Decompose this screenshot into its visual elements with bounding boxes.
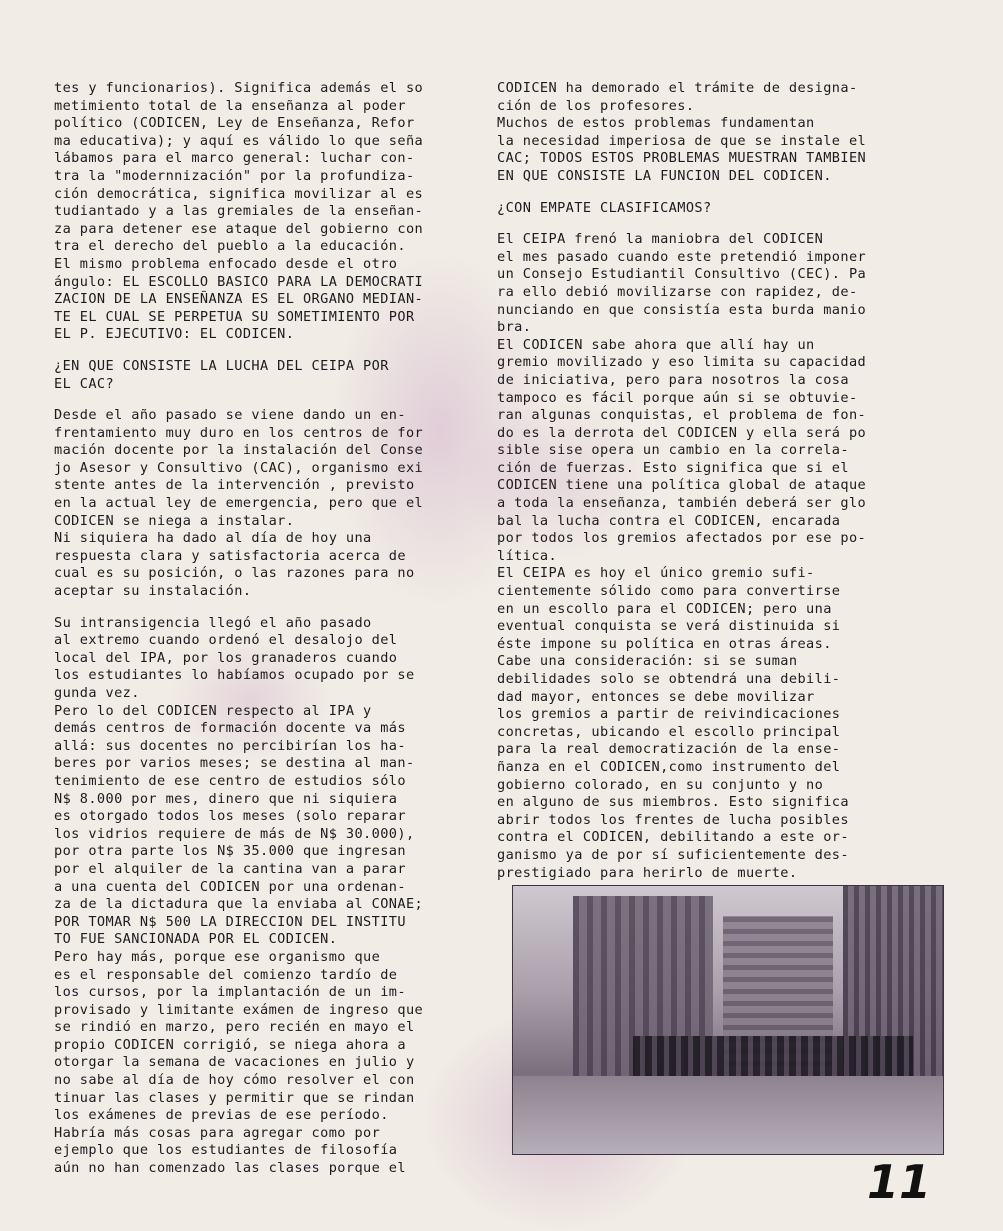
text-line: debilidades solo se obtendrá una debili-	[497, 671, 841, 687]
text-line: allá: sus docentes no percibirían los ha-	[54, 737, 406, 754]
text-line: en alguno de sus miembros. Esto significa	[497, 794, 849, 811]
text-line: local del IPA, por los granaderos cuando	[54, 649, 398, 666]
text-line: Ni siquiera ha dado al día de hoy una	[54, 530, 372, 547]
text-line: contra el CODICEN, debilitando a este or-	[497, 829, 849, 846]
text-line: ción democrática, significa movilizar al es	[54, 185, 424, 202]
text-line: no sabe al día de hoy cómo resolver el con	[54, 1072, 415, 1089]
text-line: gunda vez.	[54, 685, 140, 701]
text-line: concretas, ubicando el escollo principal	[497, 723, 841, 740]
text-line: ángulo: EL ESCOLLO BASICO PARA LA DEMOCRATI	[54, 273, 424, 290]
text-line: ganismo ya de por sí suficientemente des-	[497, 846, 849, 863]
text-line: respuesta clara y satisfactoria acerca de	[54, 547, 406, 564]
text-line: jo Asesor y Consultivo (CAC), organismo exi	[54, 459, 424, 476]
text-line: ción de fuerzas. Esto significa que si el	[497, 459, 849, 476]
text-line: en un escollo para el CODICEN; pero una	[497, 600, 832, 617]
photo-street	[513, 1076, 943, 1154]
text-line: CAC; TODOS ESTOS PROBLEMAS MUESTRAN TAMBIEN	[497, 150, 867, 167]
text-line: El CEIPA frenó la maniobra del CODICEN	[497, 231, 824, 248]
blank-line	[54, 393, 474, 407]
text-line: se rindió en marzo, pero recién en mayo el	[54, 1019, 415, 1036]
text-line: la necesidad imperiosa de que se instale el	[497, 132, 867, 149]
text-line: EL P. EJECUTIVO: EL CODICEN.	[54, 326, 295, 343]
text-line: mación docente por la instalación del Conse	[54, 442, 424, 459]
text-line: beres por varios meses; se destina al man-	[54, 755, 415, 772]
text-line: un Consejo Estudiantil Consultivo (CEC). Pa	[497, 266, 867, 283]
text-line: por el alquiler de la cantina van a parar	[54, 860, 406, 877]
text-line: provisado y limitante exámen de ingreso que	[54, 1001, 424, 1018]
blank-line	[497, 186, 947, 200]
text-line: gobierno colorado, en su conjunto y no	[497, 776, 824, 793]
text-line: El mismo problema enfocado desde el otro	[54, 255, 398, 272]
text-line: tenimiento de ese centro de estudios sólo	[54, 772, 406, 789]
text-line: al extremo cuando ordenó el desalojo del	[54, 632, 398, 649]
text-line: CODICEN tiene una política global de ataque	[497, 477, 867, 494]
street-march-photo	[512, 885, 944, 1155]
text-line: za de la dictadura que la enviaba al CONAE;	[54, 896, 424, 913]
text-line: ejemplo que los estudiantes de filosofía	[54, 1142, 398, 1159]
text-line: tudiantado y a las gremiales de la enseñan-	[54, 203, 424, 220]
text-line: para la real democratización de la ense-	[497, 741, 841, 758]
text-line: metimiento total de la enseñanza al poder	[54, 97, 406, 114]
text-line: cual es su posición, o las razones para no	[54, 565, 415, 582]
text-line: TO FUE SANCIONADA POR EL CODICEN.	[54, 931, 338, 948]
text-line: El CODICEN sabe ahora que allí hay un	[497, 336, 815, 353]
text-line: a toda la enseñanza, también deberá ser glo	[497, 495, 867, 512]
text-line: los estudiantes lo habíamos ocupado por se	[54, 667, 415, 684]
text-line: EL CAC?	[54, 375, 115, 392]
blank-line	[54, 344, 474, 358]
text-line: nunciando en que consistía esta burda manio	[497, 301, 867, 318]
text-line: es otorgado todos los meses (solo reparar	[54, 808, 406, 825]
text-line: prestigiado para herirlo de muerte.	[497, 864, 798, 881]
text-line: abrir todos los frentes de lucha posibles	[497, 811, 849, 828]
text-line: El CEIPA es hoy el único gremio sufi-	[497, 565, 815, 582]
text-line: Desde el año pasado se viene dando un en-	[54, 407, 406, 424]
blank-line	[497, 217, 947, 231]
text-line: ma educativa); y aquí es válido lo que seña	[54, 132, 424, 149]
text-line: lábamos para el marco general: luchar con-	[54, 150, 415, 167]
text-line: propio CODICEN corrigió, se niega ahora a	[54, 1036, 406, 1053]
text-line: POR TOMAR N$ 500 LA DIRECCION DEL INSTITU	[54, 913, 406, 930]
text-line: do es la derrota del CODICEN y ella será po	[497, 424, 867, 441]
left-text-column	[54, 80, 474, 1178]
text-line: ZACION DE LA ENSEÑANZA ES EL ORGANO MEDIAN-	[54, 291, 424, 308]
text-line: stente antes de la intervención , previsto	[54, 477, 415, 494]
text-line: ra ello debió movilizarse con rapidez, de-	[497, 283, 858, 300]
text-line: el mes pasado cuando este pretendió imponer	[497, 248, 867, 265]
text-line: za para detener ese ataque del gobierno con	[54, 220, 424, 237]
text-line: a una cuenta del CODICEN por una ordenan-	[54, 878, 406, 895]
text-line: dad mayor, entonces se debe movilizar	[497, 688, 815, 705]
text-line: por todos los gremios afectados por ese po-	[497, 530, 867, 547]
photo-crowd	[633, 1036, 913, 1076]
text-line: TE EL CUAL SE PERPETUA SU SOMETIMIENTO POR	[54, 308, 415, 325]
text-line: los exámenes de previas de ese período.	[54, 1107, 389, 1124]
text-line: éste impone su política en otras áreas.	[497, 635, 832, 652]
text-line: aún no han comenzado las clases porque el	[54, 1160, 406, 1177]
text-line: Muchos de estos problemas fundamentan	[497, 115, 815, 132]
text-line: Habría más cosas para agregar como por	[54, 1124, 381, 1141]
text-line: bra.	[497, 319, 532, 336]
text-line: político (CODICEN, Ley de Enseñanza, Refor	[54, 115, 415, 132]
text-line: Cabe una consideración: si se suman	[497, 653, 798, 670]
text-line: ñanza en el CODICEN,como instrumento del	[497, 758, 841, 775]
page-number: 11	[866, 1155, 931, 1209]
text-line: eventual conquista se verá distinuida si	[497, 618, 841, 635]
text-line: aceptar su instalación.	[54, 583, 252, 600]
text-line: N$ 8.000 por mes, dinero que ni siquiera	[54, 790, 398, 807]
text-line: ¿EN QUE CONSISTE LA LUCHA DEL CEIPA POR	[54, 357, 389, 374]
text-line: los vidrios requiere de más de N$ 30.000),	[54, 825, 415, 842]
text-line: tinuar las clases y permitir que se rindan	[54, 1089, 415, 1106]
text-line: ran algunas conquistas, el problema de fon-	[497, 407, 867, 424]
text-line: bal la lucha contra el CODICEN, encarada	[497, 512, 841, 529]
text-line: tra el derecho del pueblo a la educación.	[54, 238, 406, 255]
text-line: lítica.	[497, 547, 558, 564]
text-line: gremio movilizado y eso limita su capacidad	[497, 354, 867, 371]
right-text-column	[497, 80, 947, 882]
text-line: CODICEN se niega a instalar.	[54, 512, 295, 529]
text-line: sible sise opera un cambio en la correla-	[497, 442, 849, 459]
text-line: EN QUE CONSISTE LA FUNCION DEL CODICEN.	[497, 167, 832, 184]
text-line: CODICEN ha demorado el trámite de designa-	[497, 80, 858, 96]
text-line: Su intransigencia llegó el año pasado	[54, 614, 372, 631]
text-line: Pero lo del CODICEN respecto al IPA y	[54, 702, 372, 719]
text-line: los cursos, por la implantación de un im-	[54, 984, 406, 1001]
text-line: frentamiento muy duro en los centros de for	[54, 424, 424, 441]
text-line: cientemente sólido como para convertirse	[497, 583, 841, 600]
text-line: ción de los profesores.	[497, 97, 695, 114]
text-line: de iniciativa, pero para nosotros la cosa	[497, 371, 849, 388]
text-line: por otra parte los N$ 35.000 que ingresan	[54, 843, 406, 860]
text-line: tes y funcionarios). Significa además el so	[54, 80, 424, 96]
text-line: los gremios a partir de reivindicaciones	[497, 706, 841, 723]
blank-line	[54, 601, 474, 615]
text-line: Pero hay más, porque ese organismo que	[54, 948, 381, 965]
text-line: otorgar la semana de vacaciones en julio y	[54, 1054, 415, 1071]
text-line: ¿CON EMPATE CLASIFICAMOS?	[497, 199, 712, 216]
text-line: en la actual ley de emergencia, pero que el	[54, 495, 424, 512]
text-line: es el responsable del comienzo tardío de	[54, 966, 398, 983]
text-line: demás centros de formación docente va más	[54, 720, 406, 737]
text-line: tra la "modernnización" por la profundiza-	[54, 167, 415, 184]
text-line: tampoco es fácil porque aún si se obtuvie-	[497, 389, 858, 406]
